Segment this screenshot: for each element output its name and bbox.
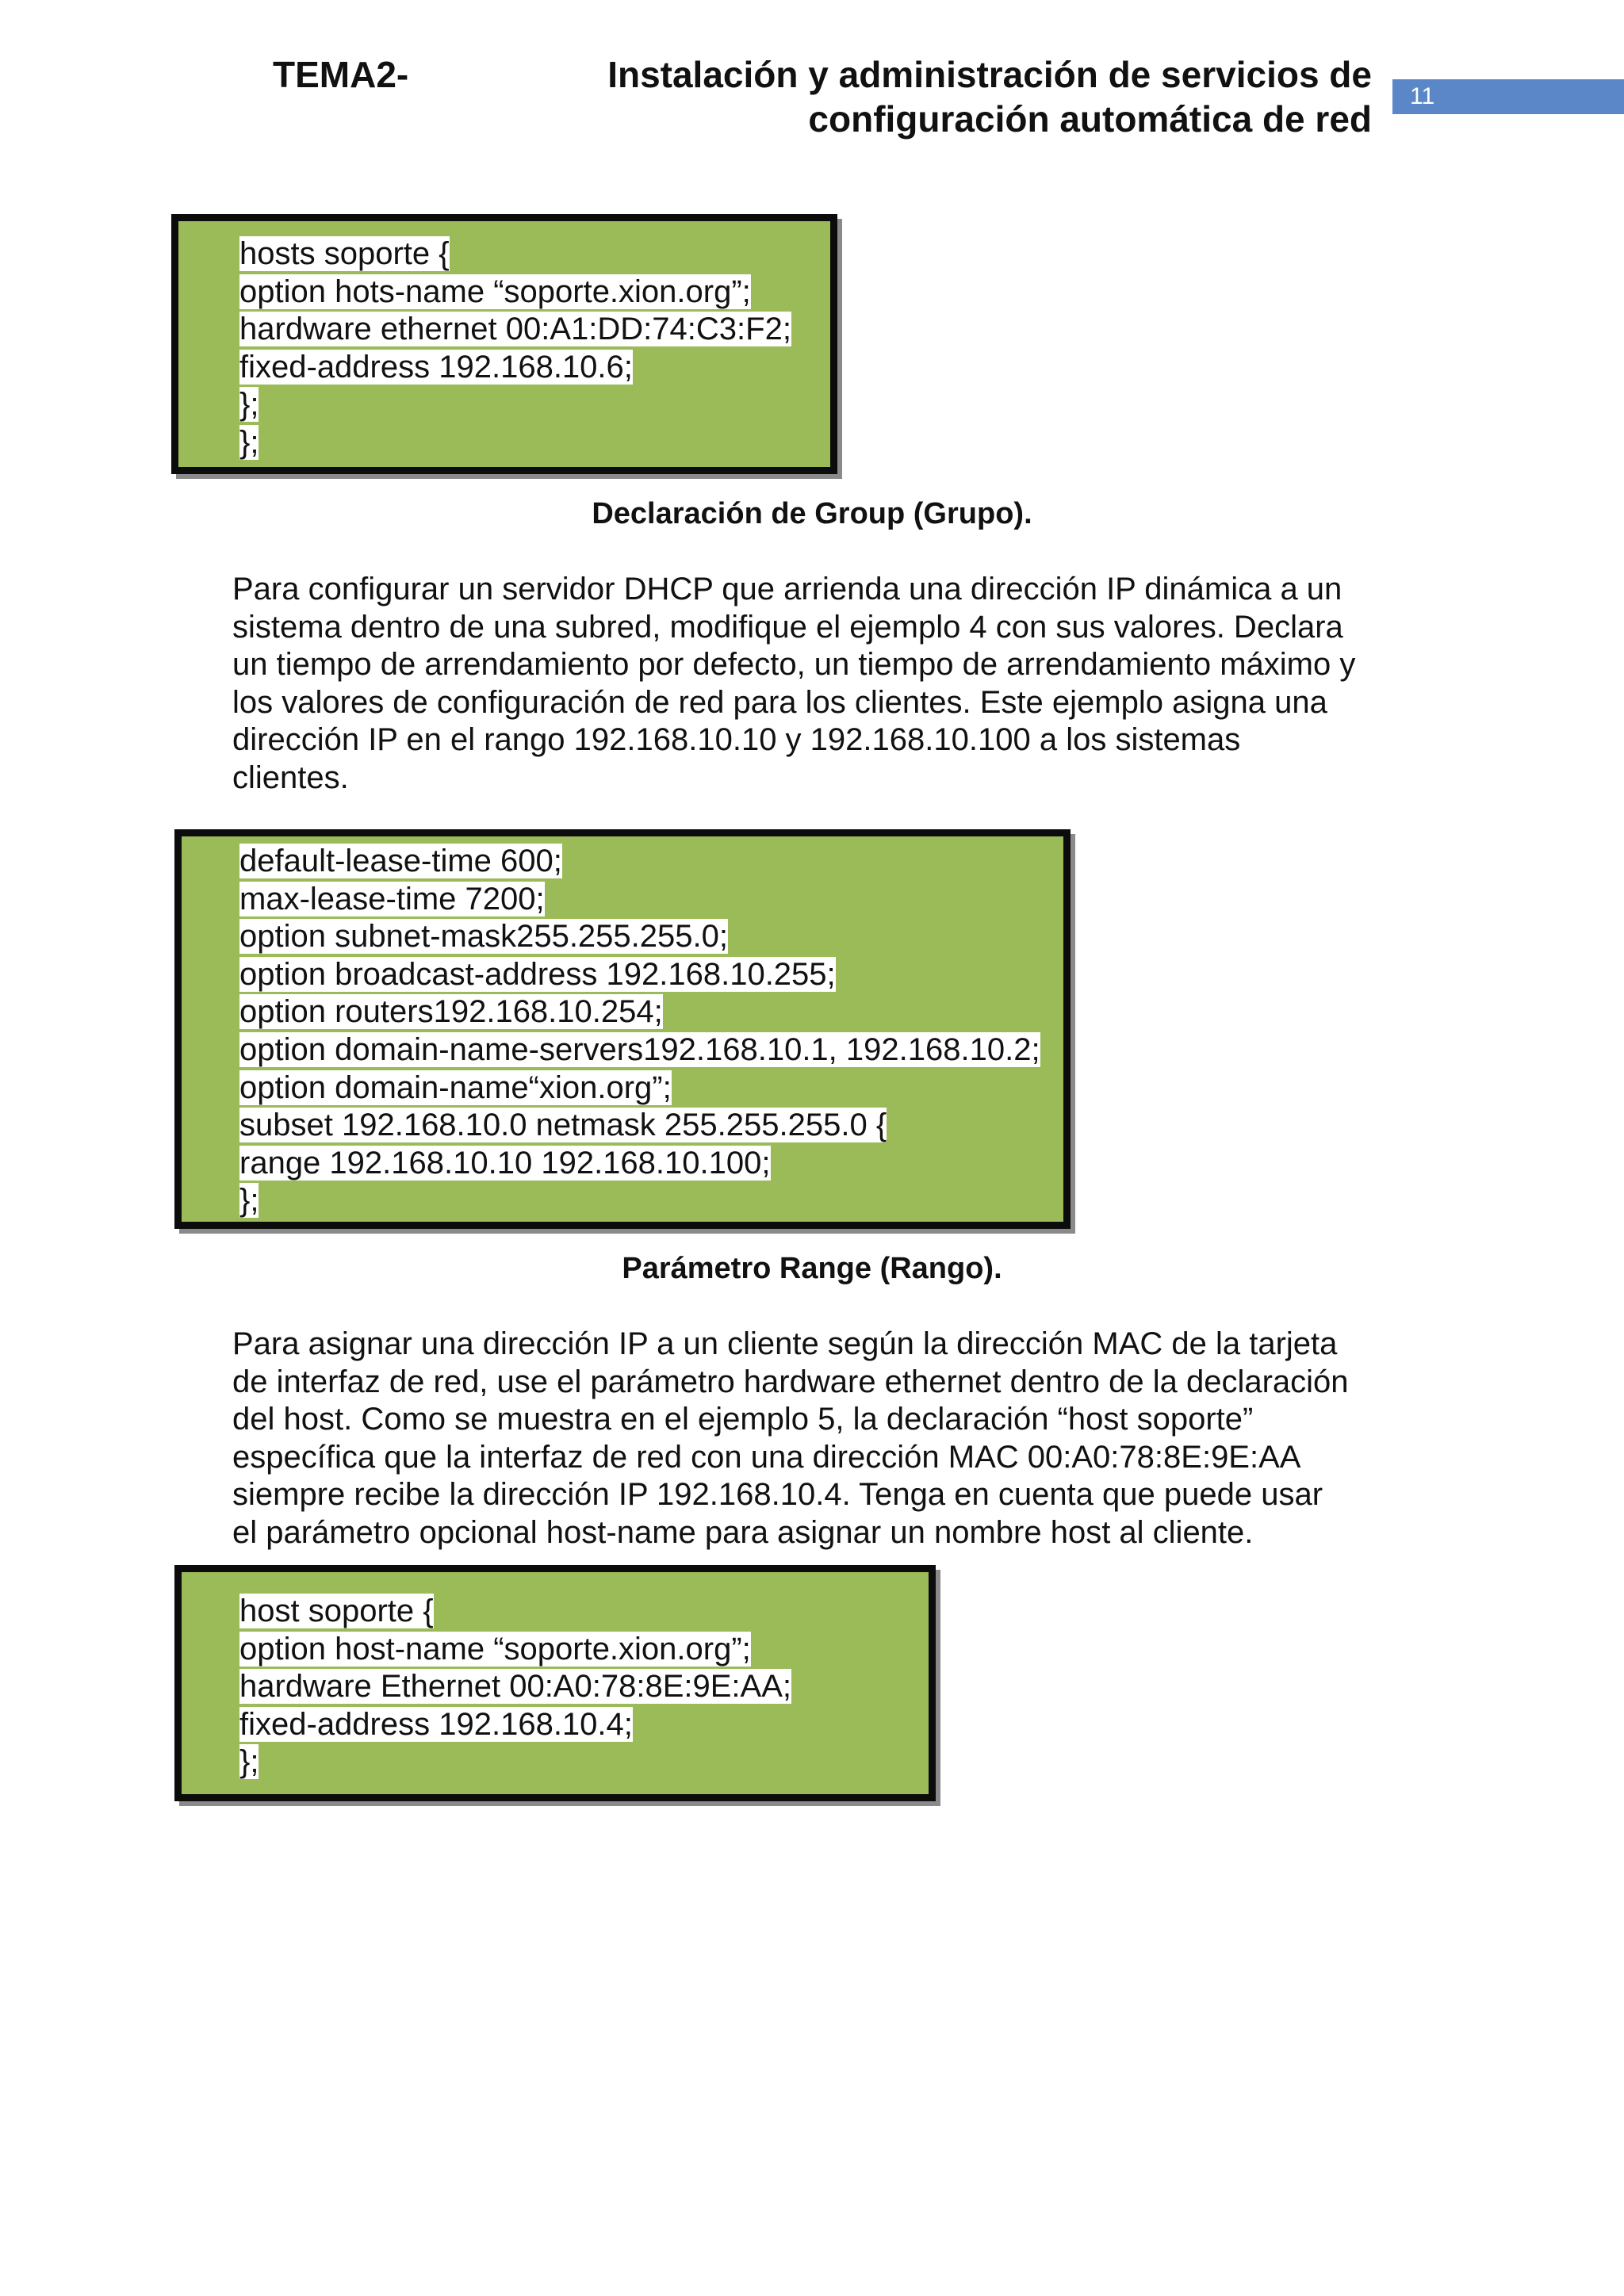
code-line: max-lease-time 7200; xyxy=(239,881,545,916)
code-line: default-lease-time 600; xyxy=(239,844,562,878)
paragraph-dynamic-ip xyxy=(232,571,1398,798)
code-lines xyxy=(239,235,791,462)
code-line: host soporte { xyxy=(239,1594,434,1628)
paragraph-line: clientes. xyxy=(232,760,349,795)
code-line: subset 192.168.10.0 netmask 255.255.255.0 { xyxy=(239,1108,887,1143)
code-line: option domain-name“xion.org”; xyxy=(239,1070,672,1105)
code-line: range 192.168.10.10 192.168.10.100; xyxy=(239,1145,771,1181)
code-block-hosts-soporte xyxy=(171,214,837,474)
page-number: 11 xyxy=(1410,83,1435,109)
code-line: fixed-address 192.168.10.4; xyxy=(239,1706,633,1742)
code-line: option hots-name “soporte.xion.org”; xyxy=(239,274,751,309)
code-line: hosts soporte { xyxy=(239,236,450,271)
caption-range-parameter: Parámetro Range (Rango). xyxy=(622,1252,1002,1285)
paragraph-line: sistema dentro de una subred, modifique el ejemplo 4 con sus valores. Declara xyxy=(232,609,1343,645)
code-line: }; xyxy=(239,424,259,460)
code-line: option domain-name-servers192.168.10.1, 192.168.10.2; xyxy=(239,1031,1040,1067)
paragraph-mac-assignment xyxy=(232,1326,1398,1552)
code-block-host-soporte xyxy=(174,1565,936,1801)
paragraph-line: un tiempo de arrendamiento por defecto, un tiempo de arrendamiento máximo y xyxy=(232,647,1356,683)
paragraph-line: siempre recibe la dirección IP 192.168.10.4. Tenga en cuenta que puede usar xyxy=(232,1477,1323,1513)
code-lines xyxy=(239,843,1040,1220)
paragraph-line: Para configurar un servidor DHCP que arrienda una dirección IP dinámica a un xyxy=(232,572,1342,607)
paragraph-line: los valores de configuración de red para los clientes. Este ejemplo asigna una xyxy=(232,684,1327,720)
paragraph-line: del host. Como se muestra en el ejemplo 5, la declaración “host soporte” xyxy=(232,1402,1254,1437)
code-line: option host-name “soporte.xion.org”; xyxy=(239,1631,751,1667)
page-number-tab xyxy=(1392,79,1624,114)
title-line-2: configuración automática de red xyxy=(808,98,1372,140)
paragraph-line: de interfaz de red, use el parámetro hardware ethernet dentro de la declaración xyxy=(232,1364,1349,1399)
code-block-subnet-config xyxy=(174,829,1071,1229)
code-line: }; xyxy=(239,387,259,423)
code-line: hardware ethernet 00:A1:DD:74:C3:F2; xyxy=(239,312,791,347)
code-line: }; xyxy=(239,1183,259,1219)
code-line: hardware Ethernet 00:A0:78:8E:9E:AA; xyxy=(239,1669,791,1705)
code-line: option subnet-mask255.255.255.0; xyxy=(239,919,728,955)
code-line: }; xyxy=(239,1744,259,1780)
title-line-1: Instalación y administración de servicios de xyxy=(607,54,1372,95)
paragraph-line: el parámetro opcional host-name para asignar un nombre host al cliente. xyxy=(232,1514,1254,1550)
code-lines xyxy=(239,1593,791,1781)
code-line: fixed-address 192.168.10.6; xyxy=(239,349,633,385)
document-title xyxy=(420,52,1372,141)
paragraph-line: dirección IP en el rango 192.168.10.10 y 192.168.10.100 a los sistemas xyxy=(232,722,1241,758)
paragraph-line: específica que la interfaz de red con una dirección MAC 00:A0:78:8E:9E:AA xyxy=(232,1439,1301,1475)
code-line: option broadcast-address 192.168.10.255; xyxy=(239,956,836,992)
caption-group-declaration: Declaración de Group (Grupo). xyxy=(592,497,1032,530)
chapter-label: TEMA2- xyxy=(273,54,409,95)
paragraph-line: Para asignar una dirección IP a un cliente según la dirección MAC de la tarjeta xyxy=(232,1326,1338,1361)
code-line: option routers192.168.10.254; xyxy=(239,994,663,1030)
